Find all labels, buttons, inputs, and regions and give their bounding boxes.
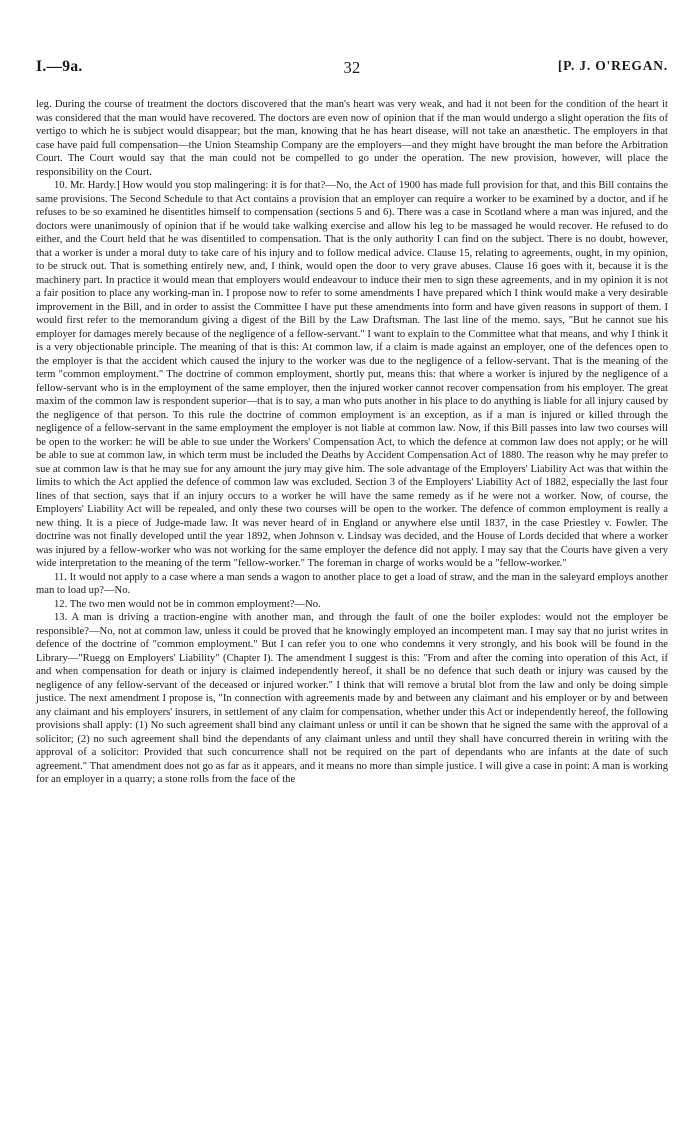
witness-name: [P. J. O'REGAN.: [557, 58, 668, 73]
paragraph-question-11: 11. It would not apply to a case where a man sends a wagon to another place to get a load of straw, and the man in the saleyard employs another man to load up?—No.: [36, 571, 668, 596]
document-page: [36, 58, 668, 787]
page-header: [36, 58, 668, 84]
paragraph-question-10: 10. Mr. Hardy.] How would you stop malingering: it is for that?—No, the Act of 1900 has made full provision for that, and this Bill contains the same provisions. The Second Schedule to that Act contains a provision that an employer can require a worker to be examined by a doctor, and if he refuses to be so examined he disentitles himself to compensation (sections 5 and 6). There was a case in Scotland where a man was injured, and the doctors were unanimously of opinion that if he would take walking exercise and allow his leg to be massaged he would recover. He refused to do either, and the Court held that he was disentitled to compensation. That is the only authority I can find on the subject. There is no doubt, however, that a worker is under a moral duty to take care of his injury and to follow medical advice. Clause 15, relating to agreements, ought, in my opinion, to be struck out. That is something entirely new, and, I think, would open the door to very grave abuses. Clause 16 goes with it, because it is the machinery part. In practice it would mean that employers would endeavour to induce their men to sign these agreements, and in my opinion it is not a fair position to place any working-man in. I propose now to refer to some amendments I have prepared which I think would make a very desirable improvement in the Bill, and in order to assist the Committee I have put these amendments into form and have given reasons in support of them. I would first refer to the memorandum giving a digest of the Bill by the Law Draftsman. The last line of the memo. says, "But he cannot sue his employer for damages merely because of the negligence of a fellow-servant." I want to explain to the Committee what that means, and why I think it is a very objectionable principle. The meaning of that is this: At common law, if a claim is made against an employer, one of the defences open to the employer is that the accident which caused the injury to the worker was due to the negligence of a fellow-servant. That is the meaning of the term "common employment." The doctrine of common employment, shortly put, means this: that where a worker is injured by the negligence of a fellow-servant who is in the employment of the same employer, then the injured worker cannot recover compensation from his employer. The great maxim of the common law is respondent superior—that is to say, a man who puts another in his place to do anything is liable for all injury caused by the negligence of that person. To this rule the doctrine of common employment is an exception, as if a man is injured or killed through the negligence of a fellow-servant in the same employment the employer is not liable at common law. Now, if this Bill passes into law two courses will be open to the worker: he will be able to sue under the Workers' Compensation Act, to which the defence at common law does not apply; or he will be able to sue at common law, in which term must be included the Deaths by Accident Compensation Act of 1880. The reason why he may prefer to sue at common law is that he may sue for any amount the jury may give him. The sole advantage of the Employers' Liability Act was that within the limits to which the Act applied the defence of common law was excluded. Section 3 of the Employers' Liability Act of 1882, especially the last four lines of that section, says that if an injury occurs to a worker he will have the same remedy as if he were not a worker. Now, of course, the Employers' Liability Act will be repealed, and only these two courses will be open to the worker. The defence of common employment is really a new thing. It is a piece of Judge-made law. It was never heard of in England or anywhere else until 1837, in the case Priestley v. Fowler. The doctrine was not finally developed until the year 1892, when Johnson v. Lindsay was decided, and the House of Lords decided that where a worker was injured by a fellow-worker who was not working for the same employer the defence did not apply. I may say that the Courts have given a very wide interpretation to the meaning of the term "fellow-worker." The foreman in charge of works would be a "fellow-worker.": [36, 180, 668, 569]
paragraph-question-12: 12. The two men would not be in common employment?—No.: [54, 598, 321, 610]
paragraph-continuation: leg. During the course of treatment the doctors discovered that the man's heart was very weak, and had it not been for the condition of the heart it was considered that the man would have recovered. The doctors are even now of opinion that if the man would undergo a slight operation the fits of vertigo to which he is subject would disappear; but the man, knowing that he has heart disease, will not take an anæsthetic. The employers in that case have paid full compensation—the Union Steamship Company are the employers—and they might have brought the man before the Arbitration Court. The Court would say that the man could not be compelled to go under the operation. The new provision, however, will place the responsibility on the Court.: [36, 99, 668, 178]
paragraph-question-13: 13. A man is driving a traction-engine with another man, and through the fault of one the boiler explodes: would not the employer be responsible?—No, not at common law, unless it could be proved that he knowingly employed an incompetent man. I may say that no jurist writes in defence of the doctrine of "common employment." But I can refer you to one who condemns it very strongly, and his book will be found in the Library—"Ruegg on Employers' Liability" (Chapter I). The amendment I suggest is this: "From and after the coming into operation of this Act, if and when compensation for death or injury is claimed independently hereof, it shall be no defence that such death or injury was caused by the negligence of any fellow-servant of the deceased or injured worker." I think that will remove a brutal blot from the law and only be doing simple justice. The next amendment I propose is, "In connection with agreements made by and between any claimant and his employer or by and between any claimant and his employers' insurers, in settlement of any claim for compensation, whether under this Act or independently hereof, the following provisions shall apply: (1) No such agreement shall bind any claimant unless or until it can be shown that he signed the same with the approval of a solicitor; (2) no such agreement shall bind the dependants of any claimant unless and until they shall have concurred therein in writing with the approval of a solicitor: Provided that such concurrence shall not be required on the part of dependants who are infants at the date of such agreement." That amendment does not go as far as it appears, and it means no more than simple justice. I will give a case in point: A man is working for an employer in a quarry; a stone rolls from the face of the: [36, 612, 668, 785]
document-body: [36, 98, 668, 787]
document-reference: I.—9a.: [36, 58, 83, 75]
page-number: 32: [343, 58, 361, 77]
